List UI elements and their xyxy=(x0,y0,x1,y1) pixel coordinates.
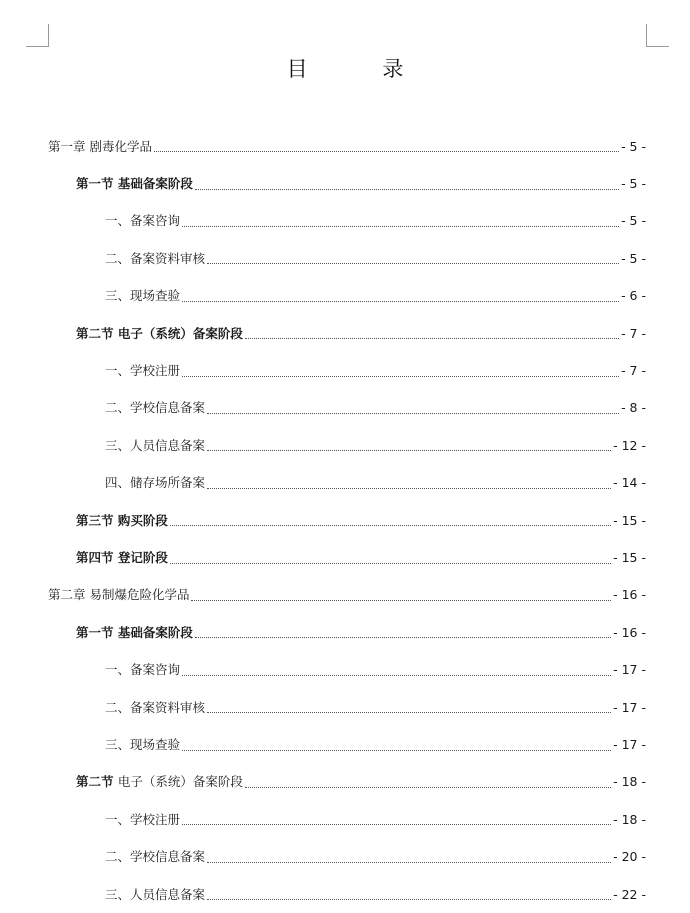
toc-page-number: - 16 - xyxy=(613,624,646,640)
toc-entry-text: 第一节 基础备案阶段 xyxy=(76,176,193,192)
toc-entry-level-2[interactable] xyxy=(76,165,646,202)
toc-entry-level-1[interactable] xyxy=(48,577,646,614)
toc-entry-text: 一、备案咨询 xyxy=(105,213,181,229)
toc-page-number: - 8 - xyxy=(621,400,646,416)
toc-entry-level-1[interactable] xyxy=(48,128,646,165)
toc-page-number: - 5 - xyxy=(621,213,646,229)
toc-entry-text: 第二章 易制爆危险化学品 xyxy=(48,587,190,603)
toc-entry-level-3[interactable] xyxy=(105,203,646,240)
toc-dot-leader xyxy=(207,488,611,489)
toc-entry-level-3[interactable] xyxy=(105,689,646,726)
toc-dot-leader xyxy=(182,301,619,302)
toc-dot-leader xyxy=(182,376,619,377)
toc-dot-leader xyxy=(207,712,611,713)
toc-entry-level-3[interactable] xyxy=(105,876,646,913)
toc-entry-level-3[interactable] xyxy=(105,240,646,277)
toc-page-number: - 18 - xyxy=(613,811,646,827)
toc-entry-level-2[interactable] xyxy=(76,614,646,651)
toc-title: 目 录 xyxy=(286,57,438,81)
toc-entry-text: 二、学校信息备案 xyxy=(105,400,206,416)
toc-entry-level-3[interactable] xyxy=(105,726,646,763)
toc-page-number: - 17 - xyxy=(613,699,646,715)
toc-page-number: - 18 - xyxy=(613,774,646,790)
toc-dot-leader xyxy=(207,263,619,264)
crop-mark-top-left xyxy=(26,24,49,47)
toc-dot-leader xyxy=(245,338,619,339)
toc-page-number: - 5 - xyxy=(621,250,646,266)
toc-entry-text: 三、现场查验 xyxy=(105,288,181,304)
toc-entry-text: 一、学校注册 xyxy=(105,363,181,379)
toc-entry-text: 第一章 剧毒化学品 xyxy=(48,138,152,154)
toc-page-number: - 15 - xyxy=(613,550,646,566)
toc-entry-text: 第二节 电子（系统）备案阶段 xyxy=(76,325,243,341)
toc-entry-level-2[interactable] xyxy=(76,315,646,352)
toc-entry-level-2[interactable] xyxy=(76,764,646,801)
toc-dot-leader xyxy=(207,899,611,900)
toc-dot-leader xyxy=(182,675,611,676)
toc-page-number: - 14 - xyxy=(613,475,646,491)
toc-dot-leader xyxy=(191,600,611,601)
toc-page-number: - 17 - xyxy=(613,662,646,678)
toc-dot-leader xyxy=(170,563,611,564)
toc-entry-text: 四、储存场所备案 xyxy=(105,475,206,491)
toc-page-number: - 7 - xyxy=(621,363,646,379)
toc-entry-text: 一、学校注册 xyxy=(105,811,181,827)
toc-entry-level-3[interactable] xyxy=(105,390,646,427)
toc-dot-leader xyxy=(154,151,619,152)
toc-entry-level-2[interactable] xyxy=(76,539,646,576)
toc-entry-text: 二、备案资料审核 xyxy=(105,250,206,266)
toc-page-number: - 12 - xyxy=(613,437,646,453)
toc-page-number: - 16 - xyxy=(613,587,646,603)
toc-page-number: - 20 - xyxy=(613,849,646,865)
toc-dot-leader xyxy=(207,413,619,414)
toc-entry-level-3[interactable] xyxy=(105,839,646,876)
toc-entry-text: 第四节 登记阶段 xyxy=(76,550,168,566)
toc-dot-leader xyxy=(195,637,611,638)
toc-entry-level-3[interactable] xyxy=(105,352,646,389)
toc-page-number: - 17 - xyxy=(613,737,646,753)
toc-entry-level-3[interactable] xyxy=(105,652,646,689)
toc-dot-leader xyxy=(195,189,619,190)
toc-dot-leader xyxy=(182,750,611,751)
toc-entry-text: 三、现场查验 xyxy=(105,737,181,753)
toc-dot-leader xyxy=(245,787,611,788)
toc-dot-leader xyxy=(207,862,611,863)
toc-dot-leader xyxy=(170,525,611,526)
crop-mark-top-right xyxy=(646,24,669,47)
toc-entry-text: 第二节 电子（系统）备案阶段 xyxy=(76,774,243,790)
toc-entry-text: 二、备案资料审核 xyxy=(105,699,206,715)
toc-entry-level-3[interactable] xyxy=(105,278,646,315)
toc-page-number: - 5 - xyxy=(621,176,646,192)
toc-entry-text: 第一节 基础备案阶段 xyxy=(76,624,193,640)
toc-entry-text: 三、人员信息备案 xyxy=(105,437,206,453)
toc-entry-text: 三、人员信息备案 xyxy=(105,886,206,902)
toc-entry-level-3[interactable] xyxy=(105,801,646,838)
toc-entry-level-2[interactable] xyxy=(76,502,646,539)
toc-entry-level-3[interactable] xyxy=(105,427,646,464)
toc-page-number: - 7 - xyxy=(621,325,646,341)
toc-page-number: - 15 - xyxy=(613,512,646,528)
toc-entry-text: 第三节 购买阶段 xyxy=(76,512,168,528)
toc-dot-leader xyxy=(182,226,619,227)
toc-entry-text: 二、学校信息备案 xyxy=(105,849,206,865)
toc-page-number: - 5 - xyxy=(621,138,646,154)
toc-entry-text: 一、备案咨询 xyxy=(105,662,181,678)
toc-page-number: - 6 - xyxy=(621,288,646,304)
toc-dot-leader xyxy=(207,450,611,451)
toc-dot-leader xyxy=(182,824,611,825)
toc-page-number: - 22 - xyxy=(613,886,646,902)
toc-entry-level-3[interactable] xyxy=(105,465,646,502)
